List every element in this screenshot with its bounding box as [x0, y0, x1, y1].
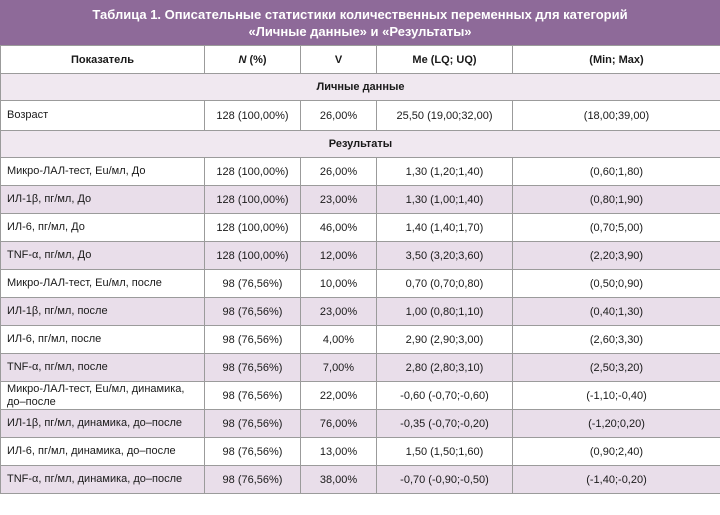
cell-label: ИЛ-1β, пг/мл, До: [1, 186, 205, 214]
cell-minmax: (-1,40;-0,20): [513, 466, 720, 494]
cell-me: 1,00 (0,80;1,10): [377, 298, 513, 326]
cell-me: 2,90 (2,90;3,00): [377, 326, 513, 354]
cell-v: 46,00%: [301, 214, 377, 242]
section-row-results: [1, 131, 720, 158]
section-title-personal: Личные данные: [1, 74, 720, 101]
header-minmax: (Min; Max): [513, 46, 720, 74]
cell-minmax: (-1,10;-0,40): [513, 382, 720, 410]
cell-me: -0,70 (-0,90;-0,50): [377, 466, 513, 494]
cell-n: 98 (76,56%): [205, 326, 301, 354]
cell-v: 13,00%: [301, 438, 377, 466]
header-v: V: [301, 46, 377, 74]
header-n-percent: (%): [246, 53, 267, 66]
cell-minmax: (2,20;3,90): [513, 242, 720, 270]
table-row: [1, 270, 720, 298]
cell-v: 23,00%: [301, 186, 377, 214]
cell-n: 128 (100,00%): [205, 101, 301, 131]
cell-minmax: (2,50;3,20): [513, 354, 720, 382]
header-me: Me (LQ; UQ): [377, 46, 513, 74]
table-row: [1, 410, 720, 438]
cell-label: Микро-ЛАЛ-тест, Eu/мл, после: [1, 270, 205, 298]
cell-minmax: (0,60;1,80): [513, 158, 720, 186]
cell-me: 1,30 (1,00;1,40): [377, 186, 513, 214]
caption-line-2: «Личные данные» и «Результаты»: [248, 23, 472, 39]
cell-minmax: (18,00;39,00): [513, 101, 720, 131]
cell-n: 128 (100,00%): [205, 214, 301, 242]
section-title-results: Результаты: [1, 131, 720, 158]
header-n: [205, 46, 301, 74]
table-row-age: [1, 101, 720, 131]
cell-me: 3,50 (3,20;3,60): [377, 242, 513, 270]
cell-n: 98 (76,56%): [205, 298, 301, 326]
cell-label: TNF-α, пг/мл, динамика, до–после: [1, 466, 205, 494]
cell-n: 98 (76,56%): [205, 466, 301, 494]
cell-n: 128 (100,00%): [205, 158, 301, 186]
cell-v: 22,00%: [301, 382, 377, 410]
table-row: [1, 326, 720, 354]
table-row: [1, 438, 720, 466]
cell-me: 1,30 (1,20;1,40): [377, 158, 513, 186]
table-row: [1, 186, 720, 214]
cell-label: ИЛ-6, пг/мл, после: [1, 326, 205, 354]
cell-me: 1,50 (1,50;1,60): [377, 438, 513, 466]
cell-label: Микро-ЛАЛ-тест, Eu/мл, До: [1, 158, 205, 186]
caption-line-1: Таблица 1. Описательные статистики количественных переменных для категорий: [92, 6, 628, 22]
cell-n: 98 (76,56%): [205, 438, 301, 466]
cell-label: ИЛ-1β, пг/мл, после: [1, 298, 205, 326]
cell-n: 98 (76,56%): [205, 382, 301, 410]
cell-minmax: (-1,20;0,20): [513, 410, 720, 438]
cell-v: 26,00%: [301, 158, 377, 186]
cell-minmax: (0,80;1,90): [513, 186, 720, 214]
cell-n: 128 (100,00%): [205, 242, 301, 270]
header-indicator: Показатель: [1, 46, 205, 74]
table-caption: [0, 0, 720, 45]
cell-minmax: (0,70;5,00): [513, 214, 720, 242]
cell-me: 2,80 (2,80;3,10): [377, 354, 513, 382]
cell-v: 4,00%: [301, 326, 377, 354]
cell-me: 1,40 (1,40;1,70): [377, 214, 513, 242]
cell-label: TNF-α, пг/мл, после: [1, 354, 205, 382]
cell-me: 0,70 (0,70;0,80): [377, 270, 513, 298]
section-row-personal: [1, 74, 720, 101]
cell-me: -0,60 (-0,70;-0,60): [377, 382, 513, 410]
cell-label: Возраст: [1, 101, 205, 131]
cell-n: 128 (100,00%): [205, 186, 301, 214]
cell-minmax: (0,90;2,40): [513, 438, 720, 466]
cell-v: 23,00%: [301, 298, 377, 326]
table-row: [1, 242, 720, 270]
table-row: [1, 214, 720, 242]
header-row: [1, 46, 720, 74]
cell-v: 38,00%: [301, 466, 377, 494]
cell-n: 98 (76,56%): [205, 354, 301, 382]
cell-me: 25,50 (19,00;32,00): [377, 101, 513, 131]
table-row: [1, 466, 720, 494]
cell-minmax: (0,40;1,30): [513, 298, 720, 326]
cell-v: 7,00%: [301, 354, 377, 382]
statistics-table: [0, 45, 720, 494]
cell-label: Микро-ЛАЛ-тест, Eu/мл, динамика, до–после: [1, 382, 205, 410]
cell-v: 10,00%: [301, 270, 377, 298]
cell-n: 98 (76,56%): [205, 410, 301, 438]
cell-minmax: (0,50;0,90): [513, 270, 720, 298]
cell-me: -0,35 (-0,70;-0,20): [377, 410, 513, 438]
cell-minmax: (2,60;3,30): [513, 326, 720, 354]
cell-n: 98 (76,56%): [205, 270, 301, 298]
table-row: [1, 354, 720, 382]
cell-v: 26,00%: [301, 101, 377, 131]
cell-v: 76,00%: [301, 410, 377, 438]
cell-v: 12,00%: [301, 242, 377, 270]
cell-label: ИЛ-6, пг/мл, динамика, до–после: [1, 438, 205, 466]
table-row: [1, 382, 720, 410]
table-row: [1, 298, 720, 326]
header-n-letter: N: [238, 53, 247, 66]
cell-label: TNF-α, пг/мл, До: [1, 242, 205, 270]
cell-label: ИЛ-1β, пг/мл, динамика, до–после: [1, 410, 205, 438]
cell-label: ИЛ-6, пг/мл, До: [1, 214, 205, 242]
table-row: [1, 158, 720, 186]
